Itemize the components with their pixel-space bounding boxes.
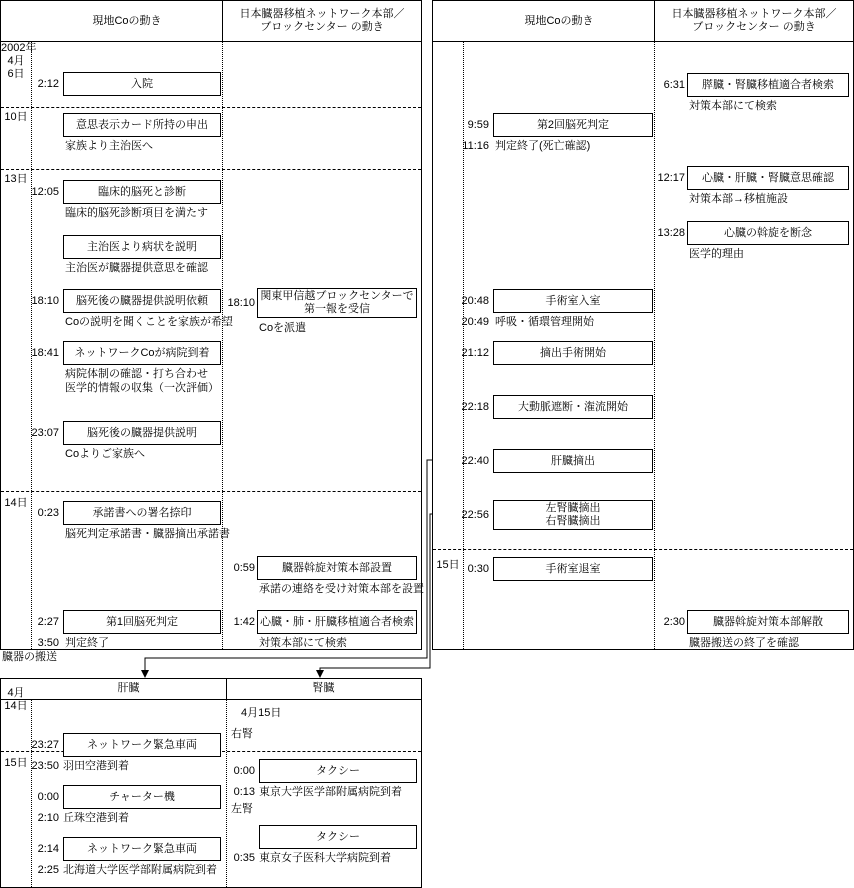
event-box: 臓器斡旋対策本部設置 [257,556,417,580]
date-column-divider [463,41,464,649]
event-note: Coを派遣 [259,322,307,334]
event-label-line1: 関東甲信越ブロックセンターで [260,290,414,302]
event-note: Coよりご家族へ [65,448,146,460]
event-note: 判定終了 [65,637,109,649]
event-time: 22:18 [461,401,489,413]
event-note: 医学的情報の収集（一次評価） [65,382,219,394]
date-separator [1,491,421,492]
event-time: 2:12 [37,78,59,90]
network-header-line2: ブロックセンター の動き [692,21,816,33]
date-label: 10日 [4,111,28,123]
event-box: 心臓・肝臓・腎臓意思確認 [687,166,849,190]
event-note: Coの説明を聞くことを家族が希望 [65,316,234,328]
event-end-time: 11:16 [462,140,489,152]
event-box: 手術室入室 [493,289,653,313]
event-box [257,288,417,318]
event-time: 18:10 [227,297,255,309]
event-time: 20:48 [461,295,489,307]
event-note: 承諾の連絡を受け対策本部を設置 [259,583,424,595]
network-header [223,8,421,34]
event-note: 対策本部にて検索 [259,637,347,649]
event-end-time: 0:35 [233,852,255,864]
event-box: 主治医より病状を説明 [63,235,221,259]
event-time: 22:40 [461,455,489,467]
event-note: 臨床的脳死診断項目を満たす [65,207,208,219]
kidney-date-label: 4月15日 [241,707,282,719]
event-time: 0:59 [233,562,255,574]
event-box: 臓器斡旋対策本部解散 [687,610,849,634]
event-box: チャーター機 [63,785,221,809]
event-note: 臓器搬送の終了を確認 [689,637,799,649]
event-time: 0:00 [233,765,255,777]
event-note: 東京女子医科大学病院到着 [259,852,391,864]
column-divider [222,41,223,649]
event-time: 0:30 [467,563,489,575]
event-time: 0:23 [37,507,59,519]
event-note: 病院体制の確認・打ち合わせ [65,368,208,380]
event-box: ネットワーク緊急車両 [63,837,221,861]
column-divider [654,41,655,649]
transport-title: 臓器の搬送 [2,651,57,663]
event-box: 第1回脳死判定 [63,610,221,634]
event-label-line2: 右腎臓摘出 [545,515,601,527]
event-box: 意思表示カード所持の申出 [63,113,221,137]
network-header-line1: 日本臓器移植ネットワーク本部／ [671,8,837,20]
transport-panel [0,678,422,888]
left-timeline-panel [0,0,422,650]
kidney-arrowhead-icon [316,670,324,678]
event-box: 手術室退室 [493,557,653,581]
network-header-line2: ブロックセンター の動き [260,21,384,33]
date-label: 15日 [4,757,28,769]
event-time: 1:42 [233,616,255,628]
right-kidney-label: 右腎 [231,728,253,740]
header-bottom-rule [1,699,421,700]
left-kidney-label: 左腎 [231,803,253,815]
network-header-line1: 日本臓器移植ネットワーク本部／ [239,8,405,20]
event-note: 対策本部にて検索 [689,100,777,112]
event-end-time: 0:13 [233,786,255,798]
event-end-time: 23:50 [31,760,59,772]
date-label: 2002年 [1,42,37,54]
date-label: 14日 [4,700,28,712]
event-time: 13:28 [657,227,685,239]
event-end-time: 2:25 [37,864,59,876]
event-time: 12:17 [657,172,685,184]
date-label: 13日 [4,173,28,185]
event-time: 6:31 [663,79,685,91]
date-separator [433,549,853,550]
event-time: 18:41 [31,347,59,359]
event-note: 丘珠空港到着 [63,812,129,824]
event-time: 2:14 [37,843,59,855]
event-note: 東京大学医学部附属病院到着 [259,786,402,798]
event-note: 羽田空港到着 [63,760,129,772]
event-label-line1: 左腎臓摘出 [545,502,601,514]
event-box: タクシー [259,825,417,849]
date-separator [1,107,421,108]
event-note: 判定終了(死亡確認) [495,140,591,152]
event-time: 21:12 [461,347,489,359]
event-box: 脳死後の臓器提供説明 [63,421,221,445]
date-label: 15日 [436,559,460,571]
event-note: 医学的理由 [689,248,744,260]
event-box: 心臓の斡旋を断念 [687,221,849,245]
network-header [655,8,853,34]
event-end-time: 3:50 [37,637,59,649]
event-box: 肝臓摘出 [493,449,653,473]
event-time: 23:27 [31,739,59,751]
local-co-header: 現地Coの動き [524,15,594,27]
event-box: 承諾書への署名捺印 [63,501,221,525]
right-timeline-panel [432,0,854,650]
event-note: 対策本部→移植施設 [689,193,788,205]
event-box: 大動脈遮断・潅流開始 [493,395,653,419]
event-box: 心臓・肺・肝臓移植適合者検索 [257,610,417,634]
kidney-column-header: 腎臓 [312,682,335,694]
date-label: 14日 [4,497,28,509]
event-end-time: 20:49 [461,316,489,328]
event-time: 9:59 [467,119,489,131]
event-box: 臨床的脳死と診断 [63,180,221,204]
event-note: 家族より主治医へ [65,140,153,152]
event-box: 膵臓・腎臓移植適合者検索 [687,73,849,97]
date-column-divider [31,41,32,649]
event-time: 2:30 [663,616,685,628]
event-time: 18:10 [31,295,59,307]
event-time: 2:27 [37,616,59,628]
header-bottom-rule [433,41,853,42]
event-time: 23:07 [31,427,59,439]
event-box: タクシー [259,759,417,783]
event-label-line2: 第一報を受信 [304,303,370,315]
liver-column-header: 肝臓 [117,682,140,694]
event-note: 北海道大学医学部附属病院到着 [63,864,217,876]
event-box: ネットワーク緊急車両 [63,733,221,757]
date-label: 4月 [7,55,25,67]
date-label: 4月 [7,687,25,699]
event-box: ネットワークCoが病院到着 [63,341,221,365]
event-box: 第2回脳死判定 [493,113,653,137]
event-box: 摘出手術開始 [493,341,653,365]
event-box: 入院 [63,72,221,96]
date-separator [1,169,421,170]
event-note: 主治医が臓器提供意思を確認 [65,262,208,274]
event-box [493,500,653,530]
event-box: 脳死後の臓器提供説明依頼 [63,289,221,313]
event-time: 22:56 [461,509,489,521]
local-co-header: 現地Coの動き [92,15,162,27]
event-note: 呼吸・循環管理開始 [495,316,594,328]
event-time: 12:05 [31,186,59,198]
liver-arrowhead-icon [141,670,149,678]
date-label: 6日 [7,68,25,80]
header-bottom-rule [1,41,421,42]
event-end-time: 2:10 [37,812,59,824]
event-note: 脳死判定承諾書・臓器摘出承諾書 [65,528,230,540]
event-time: 0:00 [37,791,59,803]
